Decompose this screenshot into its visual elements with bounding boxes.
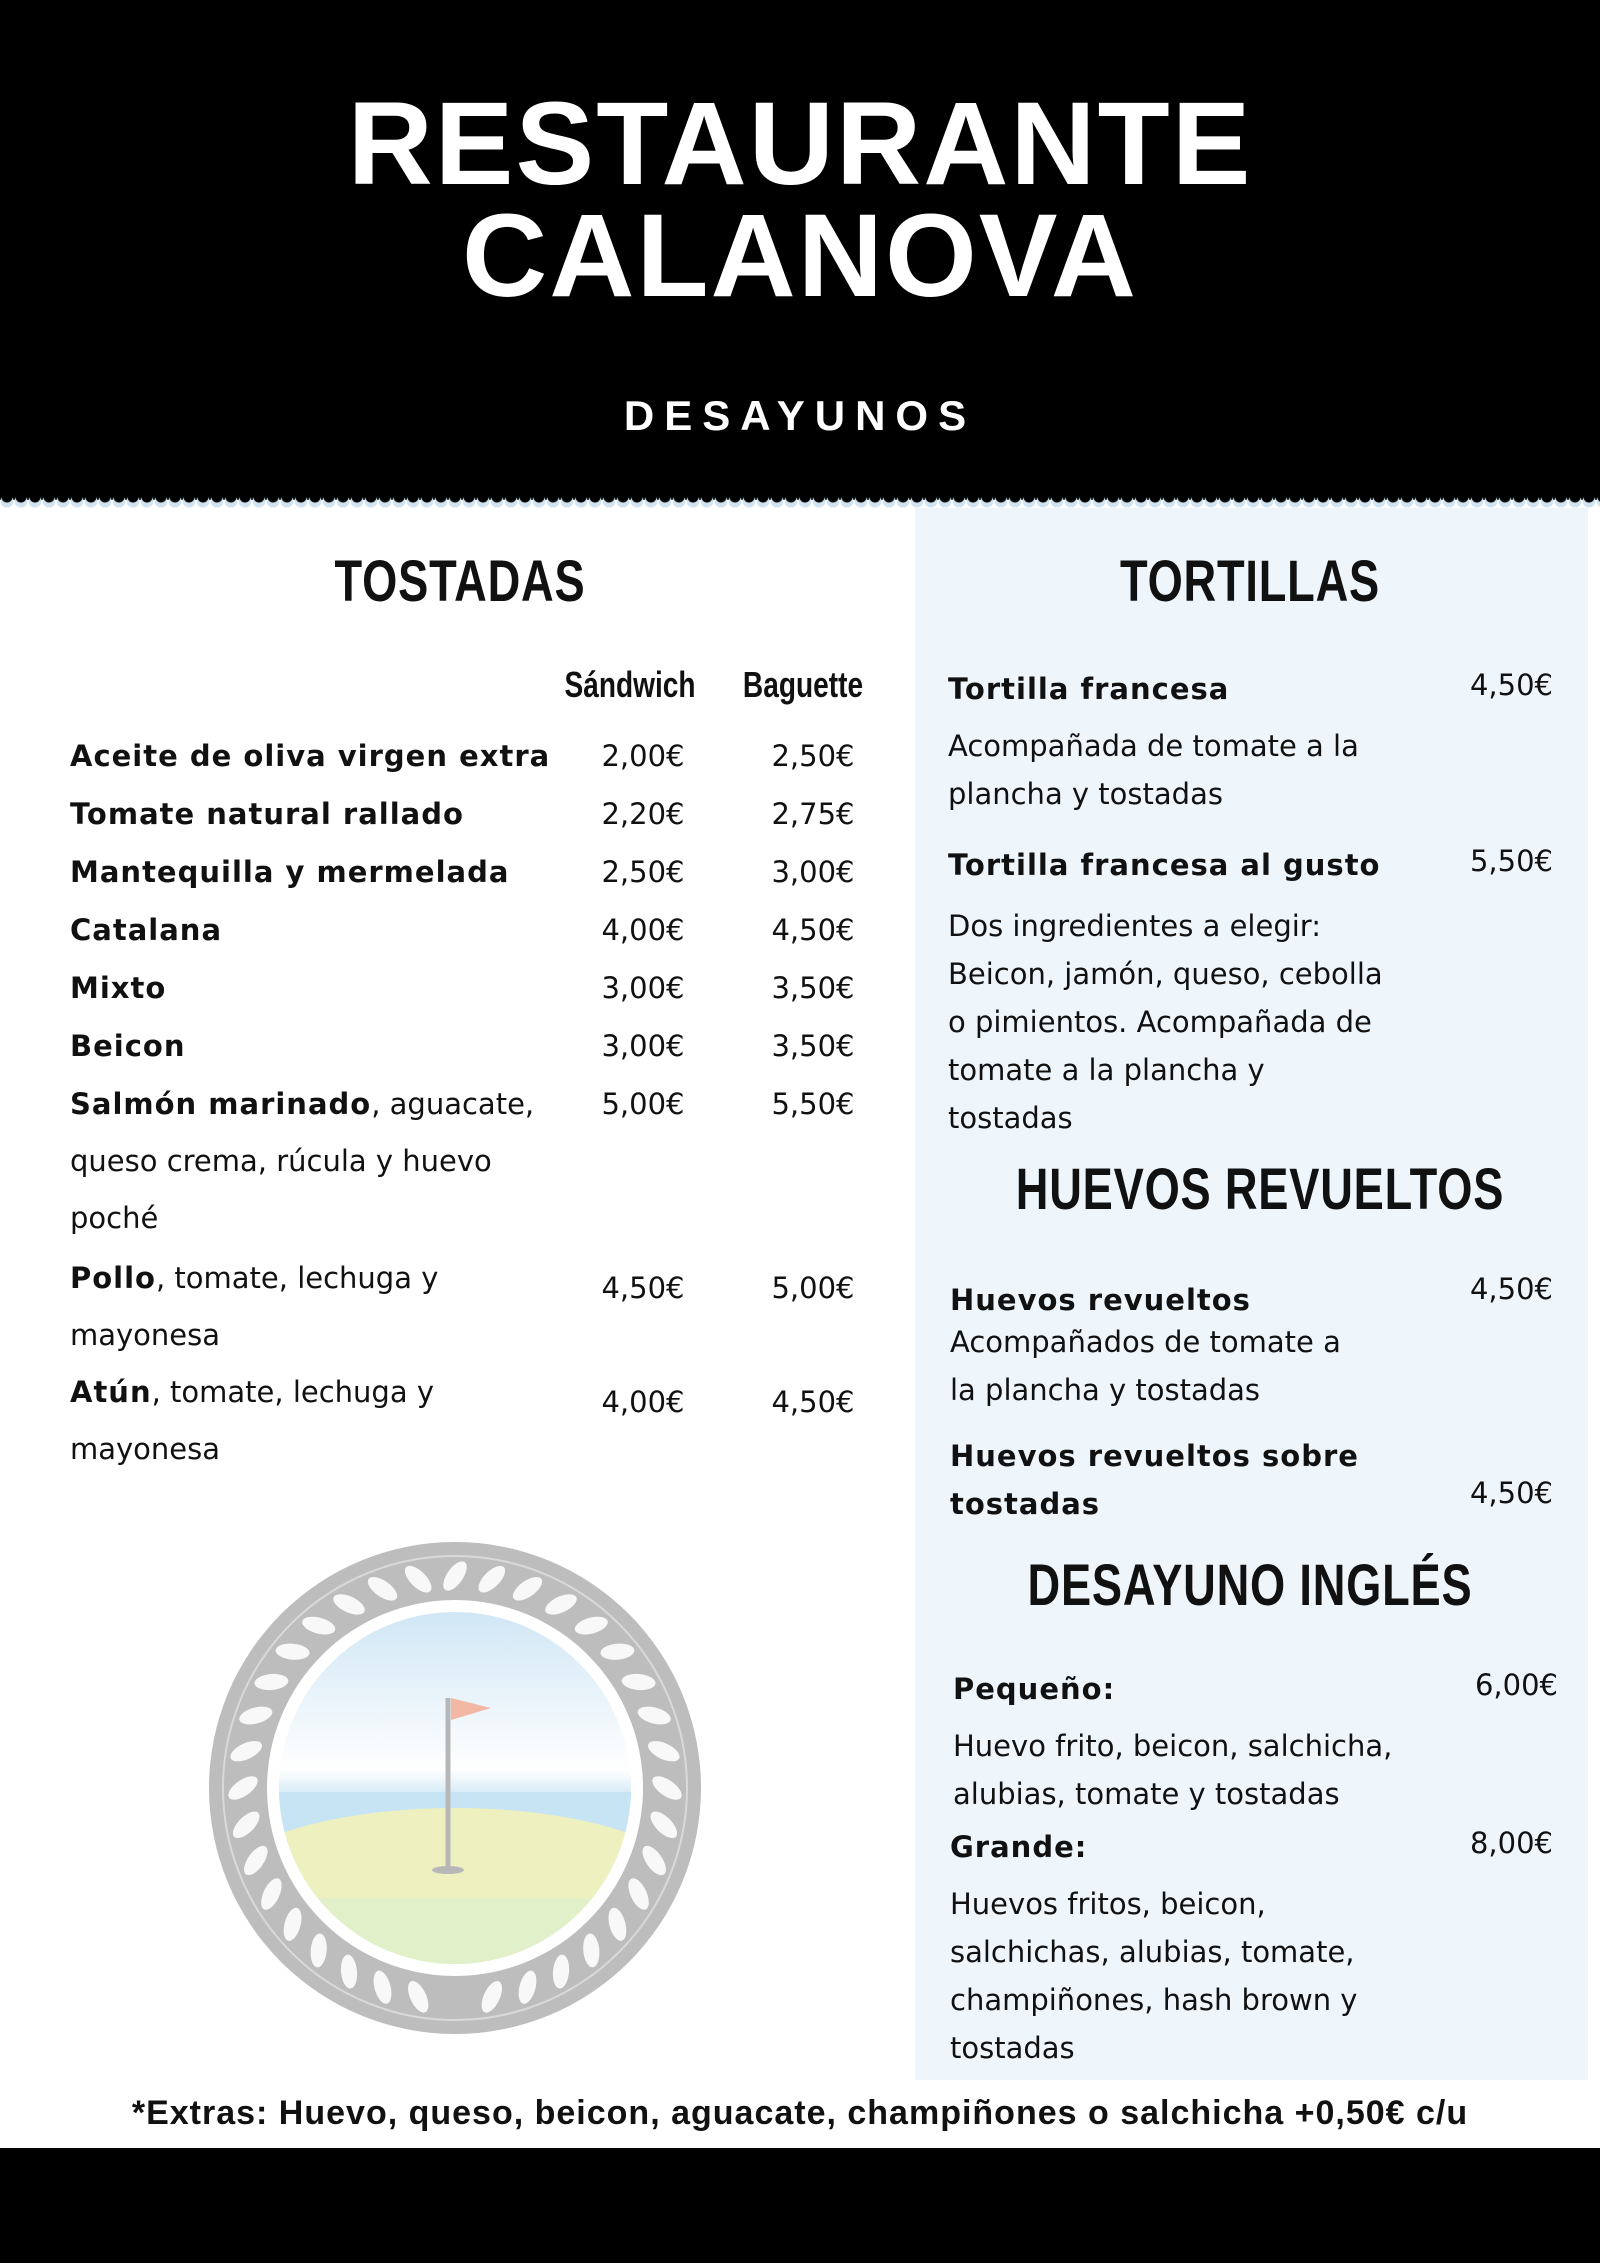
- tortilla-name: Tortilla francesa: [948, 672, 1230, 706]
- tortillas-title: TORTILLAS: [1119, 549, 1381, 614]
- tortilla-description: [948, 722, 1468, 818]
- tostada-name-bold: Mantequilla y mermelada: [70, 855, 510, 889]
- description-line: Acompañados de tomate a: [950, 1325, 1341, 1359]
- price-sandwich: 4,50€: [601, 1271, 685, 1305]
- name-line: Huevos revueltos: [950, 1283, 1251, 1317]
- price-baguette: 5,00€: [771, 1271, 855, 1305]
- tostada-name-bold: Salmón marinado: [70, 1087, 372, 1121]
- description-line: Huevos fritos, beicon,: [950, 1887, 1266, 1921]
- tostada-name-bold: Mixto: [70, 971, 167, 1005]
- tortilla-name: Tortilla francesa al gusto: [948, 848, 1381, 882]
- title-line-1: RESTAURANTE: [347, 78, 1253, 210]
- price-baguette: 4,50€: [771, 1385, 855, 1419]
- ingles-title: DESAYUNO INGLÉS: [1027, 1553, 1473, 1618]
- price-baguette: 2,50€: [771, 739, 855, 773]
- description-line: champiñones, hash brown y: [950, 1983, 1358, 2017]
- description-line: Acompañada de tomate a la: [948, 729, 1359, 763]
- tostada-ingredients: , aguacate, queso crema, rúcula y huevo poché: [70, 1087, 535, 1235]
- description-line: Beicon, jamón, queso, cebolla: [948, 957, 1383, 991]
- tostada-name: [70, 728, 560, 785]
- tostada-name: [70, 960, 560, 1017]
- huevos-description: [950, 1318, 1470, 1414]
- name-line: Huevos revueltos sobre: [950, 1439, 1359, 1473]
- title-line-2: CALANOVA: [462, 190, 1138, 322]
- golf-flag-beach-emblem-icon: [205, 1538, 705, 2038]
- ingles-price: 6,00€: [1474, 1668, 1558, 1702]
- tostadas-title: TOSTADAS: [334, 549, 586, 614]
- tostada-name-bold: Beicon: [70, 1029, 186, 1063]
- ingles-description: [953, 1722, 1473, 1818]
- price-sandwich: 2,20€: [601, 797, 685, 831]
- ingles-name: Pequeño:: [953, 1672, 1116, 1706]
- huevos-name: [950, 1432, 1359, 1528]
- wave-divider: [0, 494, 1600, 508]
- menu-subtitle: DESAYUNOS: [623, 392, 977, 439]
- price-sandwich: 3,00€: [601, 1029, 685, 1063]
- tostada-name: [70, 786, 560, 843]
- restaurant-title: [0, 78, 1600, 322]
- tortilla-description: [948, 902, 1468, 1142]
- tostada-name: [70, 1018, 560, 1075]
- tostada-name: [70, 902, 560, 959]
- tostada-name-bold: Catalana: [70, 913, 223, 947]
- price-sandwich: 4,00€: [601, 1385, 685, 1419]
- tostada-name-bold: Tomate natural rallado: [70, 797, 464, 831]
- description-line: tostadas: [948, 1101, 1073, 1135]
- price-baguette: 3,50€: [771, 1029, 855, 1063]
- description-line: Dos ingredientes a elegir:: [948, 909, 1321, 943]
- description-line: la plancha y tostadas: [950, 1373, 1261, 1407]
- price-sandwich: 5,00€: [601, 1087, 685, 1121]
- tostada-name: [70, 1250, 560, 1364]
- ingles-description: [950, 1880, 1470, 2072]
- description-line: tomate a la plancha y: [948, 1053, 1265, 1087]
- price-baguette: 3,00€: [771, 855, 855, 889]
- price-sandwich: 2,00€: [601, 739, 685, 773]
- description-line: o pimientos. Acompañada de: [948, 1005, 1372, 1039]
- huevos-title: HUEVOS REVUELTOS: [1015, 1157, 1505, 1222]
- name-line: tostadas: [950, 1487, 1101, 1521]
- description-line: tostadas: [950, 2031, 1075, 2065]
- ingles-name: Grande:: [950, 1830, 1088, 1864]
- tostada-name-bold: Pollo: [70, 1261, 156, 1295]
- price-sandwich: 2,50€: [601, 855, 685, 889]
- price-sandwich: 3,00€: [601, 971, 685, 1005]
- tostada-name: [70, 844, 560, 901]
- header: [0, 0, 1600, 500]
- tostada-name: [70, 1364, 560, 1478]
- huevos-name: [950, 1276, 1251, 1324]
- description-line: alubias, tomate y tostadas: [953, 1777, 1340, 1811]
- tortilla-price: 4,50€: [1469, 668, 1553, 702]
- tostada-ingredients: , tomate, lechuga y mayonesa: [70, 1261, 439, 1352]
- description-line: Huevo frito, beicon, salchicha,: [953, 1729, 1393, 1763]
- price-baguette: 4,50€: [771, 913, 855, 947]
- price-sandwich: 4,00€: [601, 913, 685, 947]
- tostada-name-bold: Atún: [70, 1375, 152, 1409]
- description-line: plancha y tostadas: [948, 777, 1223, 811]
- huevos-price: 4,50€: [1469, 1272, 1553, 1306]
- col-baguette-header: Baguette: [742, 664, 864, 705]
- price-baguette: 5,50€: [771, 1087, 855, 1121]
- huevos-price: 4,50€: [1469, 1476, 1553, 1510]
- tostada-ingredients: , tomate, lechuga y mayonesa: [70, 1375, 434, 1466]
- tortilla-price: 5,50€: [1469, 844, 1553, 878]
- col-sandwich-header: Sándwich: [564, 664, 696, 705]
- ingles-price: 8,00€: [1469, 1826, 1553, 1860]
- tostada-name: [70, 1076, 560, 1247]
- footer-bar: [0, 2148, 1600, 2263]
- price-baguette: 3,50€: [771, 971, 855, 1005]
- extras-note: *Extras: Huevo, queso, beicon, aguacate, champiñones o salchicha +0,50€ c/u: [131, 2094, 1469, 2132]
- price-baguette: 2,75€: [771, 797, 855, 831]
- tostada-name-bold: Aceite de oliva virgen extra: [70, 739, 551, 773]
- description-line: salchichas, alubias, tomate,: [950, 1935, 1355, 1969]
